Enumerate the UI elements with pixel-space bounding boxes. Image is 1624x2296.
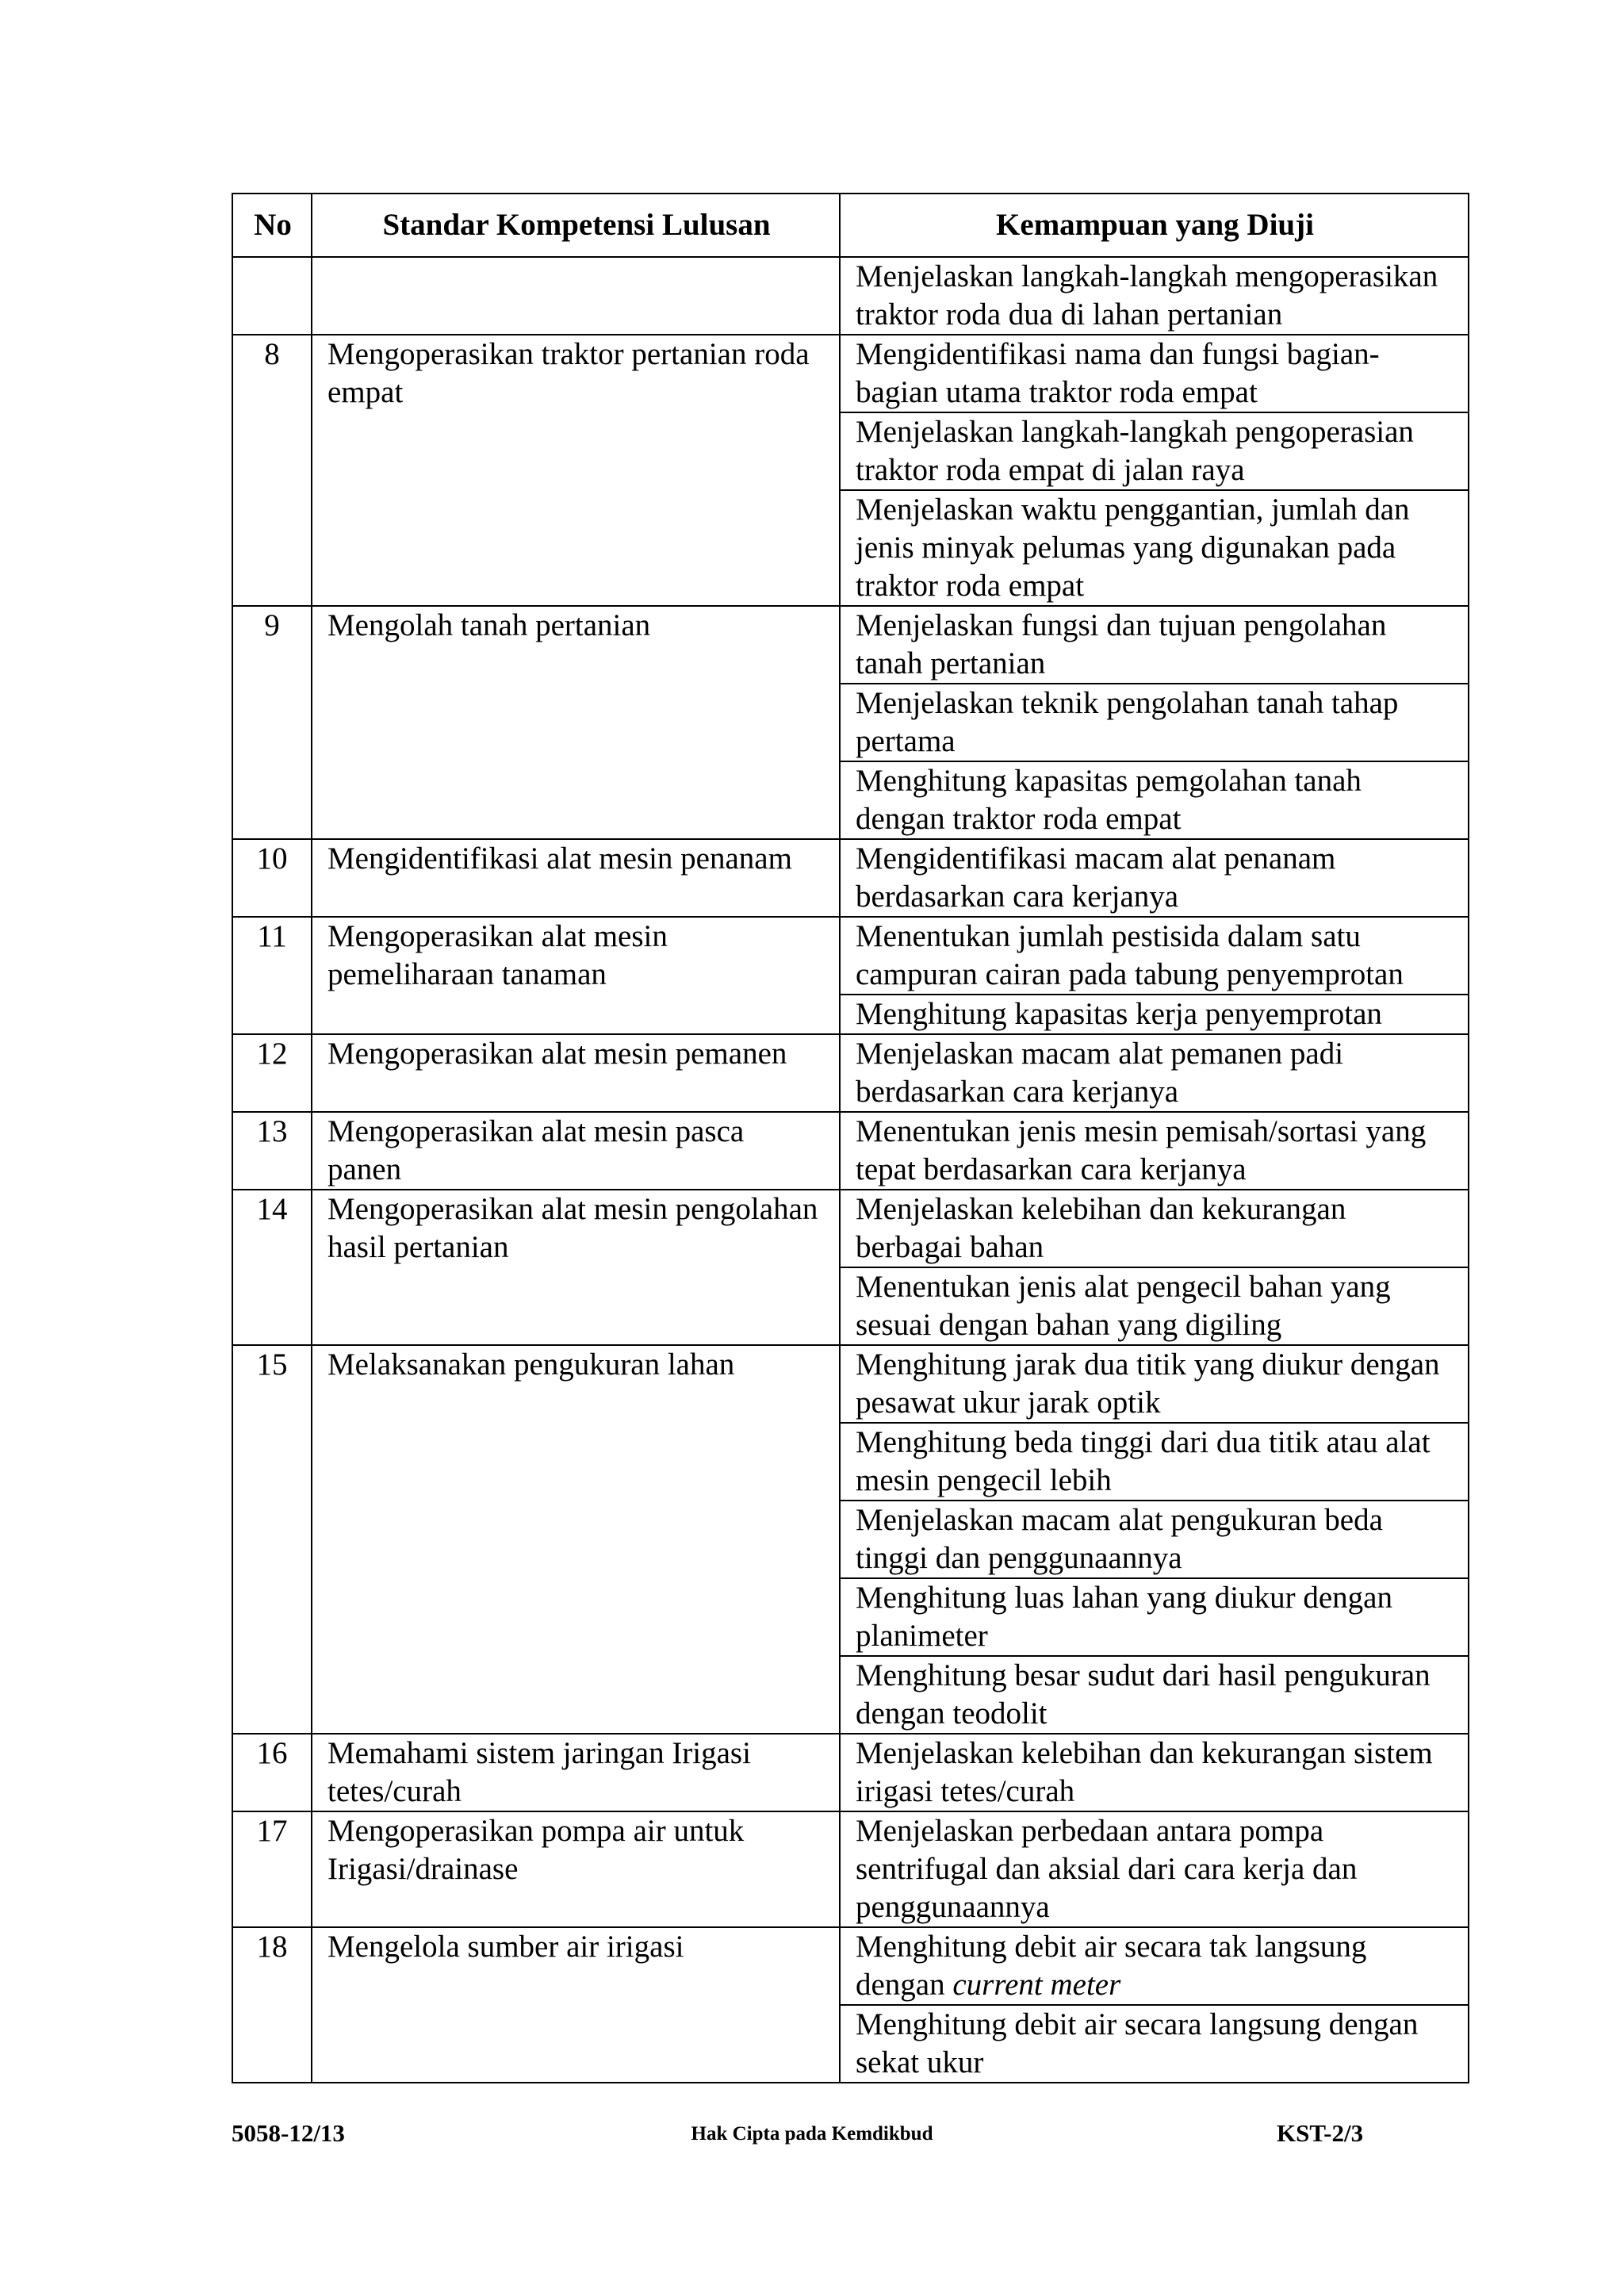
competency-standard: Melaksanakan pengukuran lahan	[312, 1345, 840, 1734]
table-row	[232, 1034, 1469, 1112]
page-code: KST-2/3	[1277, 2119, 1364, 2147]
tested-ability: Menentukan jumlah pestisida dalam satu campuran cairan pada tabung penyemprotan	[840, 917, 1469, 995]
table-row	[232, 606, 1469, 684]
table-header-row	[232, 194, 1469, 257]
row-number: 9	[232, 606, 312, 839]
competency-standard: Mengoperasikan alat mesin pemanen	[312, 1034, 840, 1112]
competency-standard: Mengolah tanah pertanian	[312, 606, 840, 839]
tested-ability: Menghitung besar sudut dari hasil pengukuran dengan teodolit	[840, 1656, 1469, 1734]
tested-ability: Menjelaskan langkah-langkah pengoperasian traktor roda empat di jalan raya	[840, 412, 1469, 490]
tested-ability: Menghitung kapasitas pemgolahan tanah dengan traktor roda empat	[840, 761, 1469, 839]
row-number: 12	[232, 1034, 312, 1112]
tested-ability: Menjelaskan kelebihan dan kekurangan sistem irigasi tetes/curah	[840, 1734, 1469, 1811]
tested-ability: Menjelaskan waktu penggantian, jumlah dan jenis minyak pelumas yang digunakan pada traktor roda empat	[840, 490, 1469, 606]
row-number: 15	[232, 1345, 312, 1734]
tested-ability: Menjelaskan teknik pengolahan tanah tahap pertama	[840, 684, 1469, 761]
row-number	[232, 257, 312, 335]
table-row	[232, 1190, 1469, 1267]
tested-ability: Mengidentifikasi macam alat penanam berdasarkan cara kerjanya	[840, 839, 1469, 917]
tested-ability: Menghitung jarak dua titik yang diukur dengan pesawat ukur jarak optik	[840, 1345, 1469, 1423]
row-number: 11	[232, 917, 312, 1034]
competency-standard: Mengidentifikasi alat mesin penanam	[312, 839, 840, 917]
tested-ability	[840, 1927, 1469, 2005]
table-row	[232, 1811, 1469, 1927]
competency-standard: Mengelola sumber air irigasi	[312, 1927, 840, 2083]
tested-ability: Menjelaskan perbedaan antara pompa sentrifugal dan aksial dari cara kerja dan penggunaannya	[840, 1811, 1469, 1927]
tested-ability: Menjelaskan macam alat pengukuran beda tinggi dan penggunaannya	[840, 1501, 1469, 1578]
tested-ability: Menghitung luas lahan yang diukur dengan planimeter	[840, 1578, 1469, 1656]
tested-ability: Menghitung debit air secara langsung dengan sekat ukur	[840, 2005, 1469, 2083]
competency-standard: Mengoperasikan alat mesin pemeliharaan tanaman	[312, 917, 840, 1034]
tested-ability: Menentukan jenis alat pengecil bahan yang sesuai dengan bahan yang digiling	[840, 1267, 1469, 1345]
table-row	[232, 839, 1469, 917]
row-number: 18	[232, 1927, 312, 2083]
tested-ability-text: Menghitung debit air secara tak langsung dengan	[856, 1930, 1367, 2002]
tested-ability: Mengidentifikasi nama dan fungsi bagian-bagian utama traktor roda empat	[840, 335, 1469, 412]
row-number: 17	[232, 1811, 312, 1927]
competency-table	[232, 193, 1469, 2083]
tested-ability: Menghitung kapasitas kerja penyemprotan	[840, 995, 1469, 1034]
table-row	[232, 1112, 1469, 1190]
tested-ability-italic-term: current meter	[952, 1968, 1121, 2002]
competency-standard: Mengoperasikan alat mesin pengolahan hasil pertanian	[312, 1190, 840, 1345]
tested-ability: Menentukan jenis mesin pemisah/sortasi yang tepat berdasarkan cara kerjanya	[840, 1112, 1469, 1190]
tested-ability: Menjelaskan fungsi dan tujuan pengolahan tanah pertanian	[840, 606, 1469, 684]
competency-standard: Mengoperasikan traktor pertanian roda empat	[312, 335, 840, 606]
table-row	[232, 257, 1469, 335]
tested-ability: Menjelaskan kelebihan dan kekurangan berbagai bahan	[840, 1190, 1469, 1267]
table-row	[232, 917, 1469, 995]
copyright-notice: Hak Cipta pada Kemdikbud	[691, 2123, 933, 2145]
table-row	[232, 1734, 1469, 1811]
row-number: 10	[232, 839, 312, 917]
competency-standard: Mengoperasikan pompa air untuk Irigasi/drainase	[312, 1811, 840, 1927]
row-number: 16	[232, 1734, 312, 1811]
table-row	[232, 335, 1469, 412]
document-code: 5058-12/13	[232, 2119, 345, 2147]
table-row	[232, 1345, 1469, 1423]
table-row	[232, 1927, 1469, 2005]
header-kemampuan-diuji: Kemampuan yang Diuji	[840, 194, 1469, 257]
row-number: 13	[232, 1112, 312, 1190]
competency-standard	[312, 257, 840, 335]
competency-standard: Memahami sistem jaringan Irigasi tetes/curah	[312, 1734, 840, 1811]
tested-ability: Menghitung beda tinggi dari dua titik atau alat mesin pengecil lebih	[840, 1423, 1469, 1501]
header-no: No	[232, 194, 312, 257]
tested-ability: Menjelaskan macam alat pemanen padi berdasarkan cara kerjanya	[840, 1034, 1469, 1112]
table-body	[232, 257, 1469, 2083]
row-number: 8	[232, 335, 312, 606]
row-number: 14	[232, 1190, 312, 1345]
competency-standard: Mengoperasikan alat mesin pasca panen	[312, 1112, 840, 1190]
tested-ability: Menjelaskan langkah-langkah mengoperasikan traktor roda dua di lahan pertanian	[840, 257, 1469, 335]
header-standar-kompetensi: Standar Kompetensi Lulusan	[312, 194, 840, 257]
